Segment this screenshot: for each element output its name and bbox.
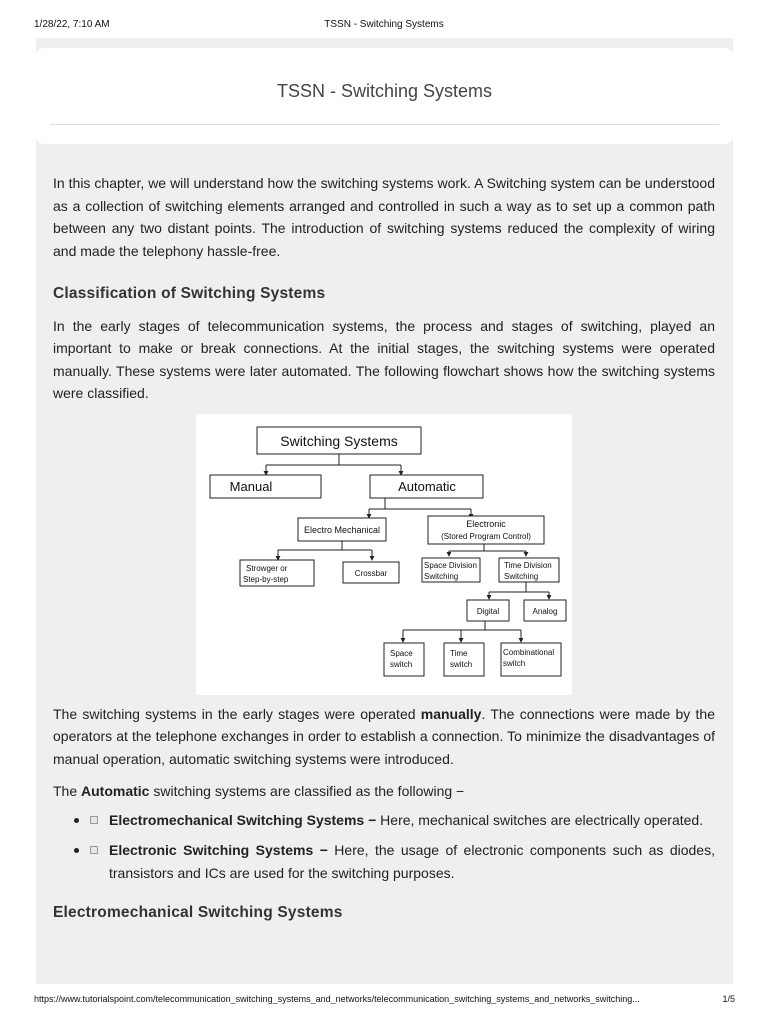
flow-node-root [257,427,421,454]
manual-paragraph: The switching systems in the early stages were operated manually. The connections were made by the operators at the telephone exchanges in order to establish a connection. To minimize the disadvantages of manual operation, automatic switching systems were introduced. [53,705,715,767]
print-title: TSSN - Switching Systems [324,19,444,30]
node-label: Strowger or [246,563,288,573]
print-date: 1/28/22, 7:10 AM [34,19,110,30]
node-label: Switching [424,571,459,581]
automatic-types-list [53,809,715,885]
node-label: Switching [504,571,539,581]
flow-node-electronic [428,516,544,544]
node-label: Digital [476,606,500,616]
heading-electromechanical: Electromechanical Switching Systems [53,904,343,921]
node-label: Space Division [424,560,477,570]
flow-node-time-division [499,558,559,582]
flow-node-analog [524,600,566,621]
node-label: Electronic [466,518,506,529]
list-item-term: Electromechanical Switching Systems − [109,811,377,828]
flow-node-time-switch [444,643,484,676]
flow-node-space-switch [384,643,424,676]
list-item-text: Here, mechanical switches are electrically operated. [376,811,704,828]
automatic-paragraph: The Automatic switching systems are classified as the following − [53,783,465,799]
list-item [53,809,715,832]
node-label: Crossbar [354,568,388,578]
bullet-icon [74,848,79,853]
flow-node-digital [467,600,509,621]
list-item-text: Here, the usage of electronic components such as diodes, transistors and ICs are used for the switching purposes. [109,842,715,881]
flow-node-automatic [370,475,483,498]
bullet-icon [74,818,79,823]
flow-node-space-division [422,558,480,582]
node-label: Space [390,648,413,658]
print-page-number: 1/5 [722,994,735,1004]
flowchart-diagram [196,414,572,695]
classification-paragraph: In the early stages of telecommunication systems, the process and stages of switching, played an important to make or break connections. At the initial stages, the switching systems were operated manually. These systems were later automated. The following flowchart shows how the switching systems were classified. [53,317,715,401]
flow-node-manual [210,475,321,498]
square-bullet-icon [90,816,98,824]
article-content [53,172,715,934]
title-card [36,48,733,144]
node-label: Manual [229,478,273,494]
title-divider [50,124,719,125]
node-label: Combinational [503,647,555,657]
flowchart-figure [196,414,572,695]
node-label: Time Division [504,560,552,570]
flow-node-electro-mechanical [298,518,386,541]
print-url: https://www.tutorialspoint.com/telecommunication_switching_systems_and_networks/telecommunication_switching_systems_and_networks_switching... [34,994,640,1004]
node-label: Step-by-step [243,574,289,584]
list-item [53,839,715,884]
heading-classification: Classification of Switching Systems [53,285,326,302]
node-label: Electro Mechanical [303,524,381,535]
square-bullet-icon [90,846,98,854]
automatic-bold: Automatic [81,783,150,799]
manual-bold: manually [420,705,482,722]
node-label: switch [503,658,526,668]
node-label: switch [450,659,473,669]
print-header [0,0,768,38]
page-title: TSSN - Switching Systems [276,81,493,101]
node-label: Switching Systems [280,432,398,449]
list-item-term: Electronic Switching Systems − [109,842,328,858]
flow-node-crossbar [343,562,399,583]
flow-node-strowger [240,560,314,586]
print-footer [0,990,768,1010]
node-label: Automatic [398,478,456,494]
node-label: switch [390,659,413,669]
node-label: (Stored Program Control) [441,531,531,541]
node-label: Time [450,648,468,658]
node-label: Analog [532,606,558,616]
intro-paragraph: In this chapter, we will understand how the switching systems work. A Switching system can be understood as a collection of switching elements arranged and controlled in such a way as to set up a common path between any two distant points. The introduction of switching systems reduced the complexity of wiring and made the telephony hassle-free. [53,175,715,259]
flow-node-combinational-switch [501,643,561,676]
